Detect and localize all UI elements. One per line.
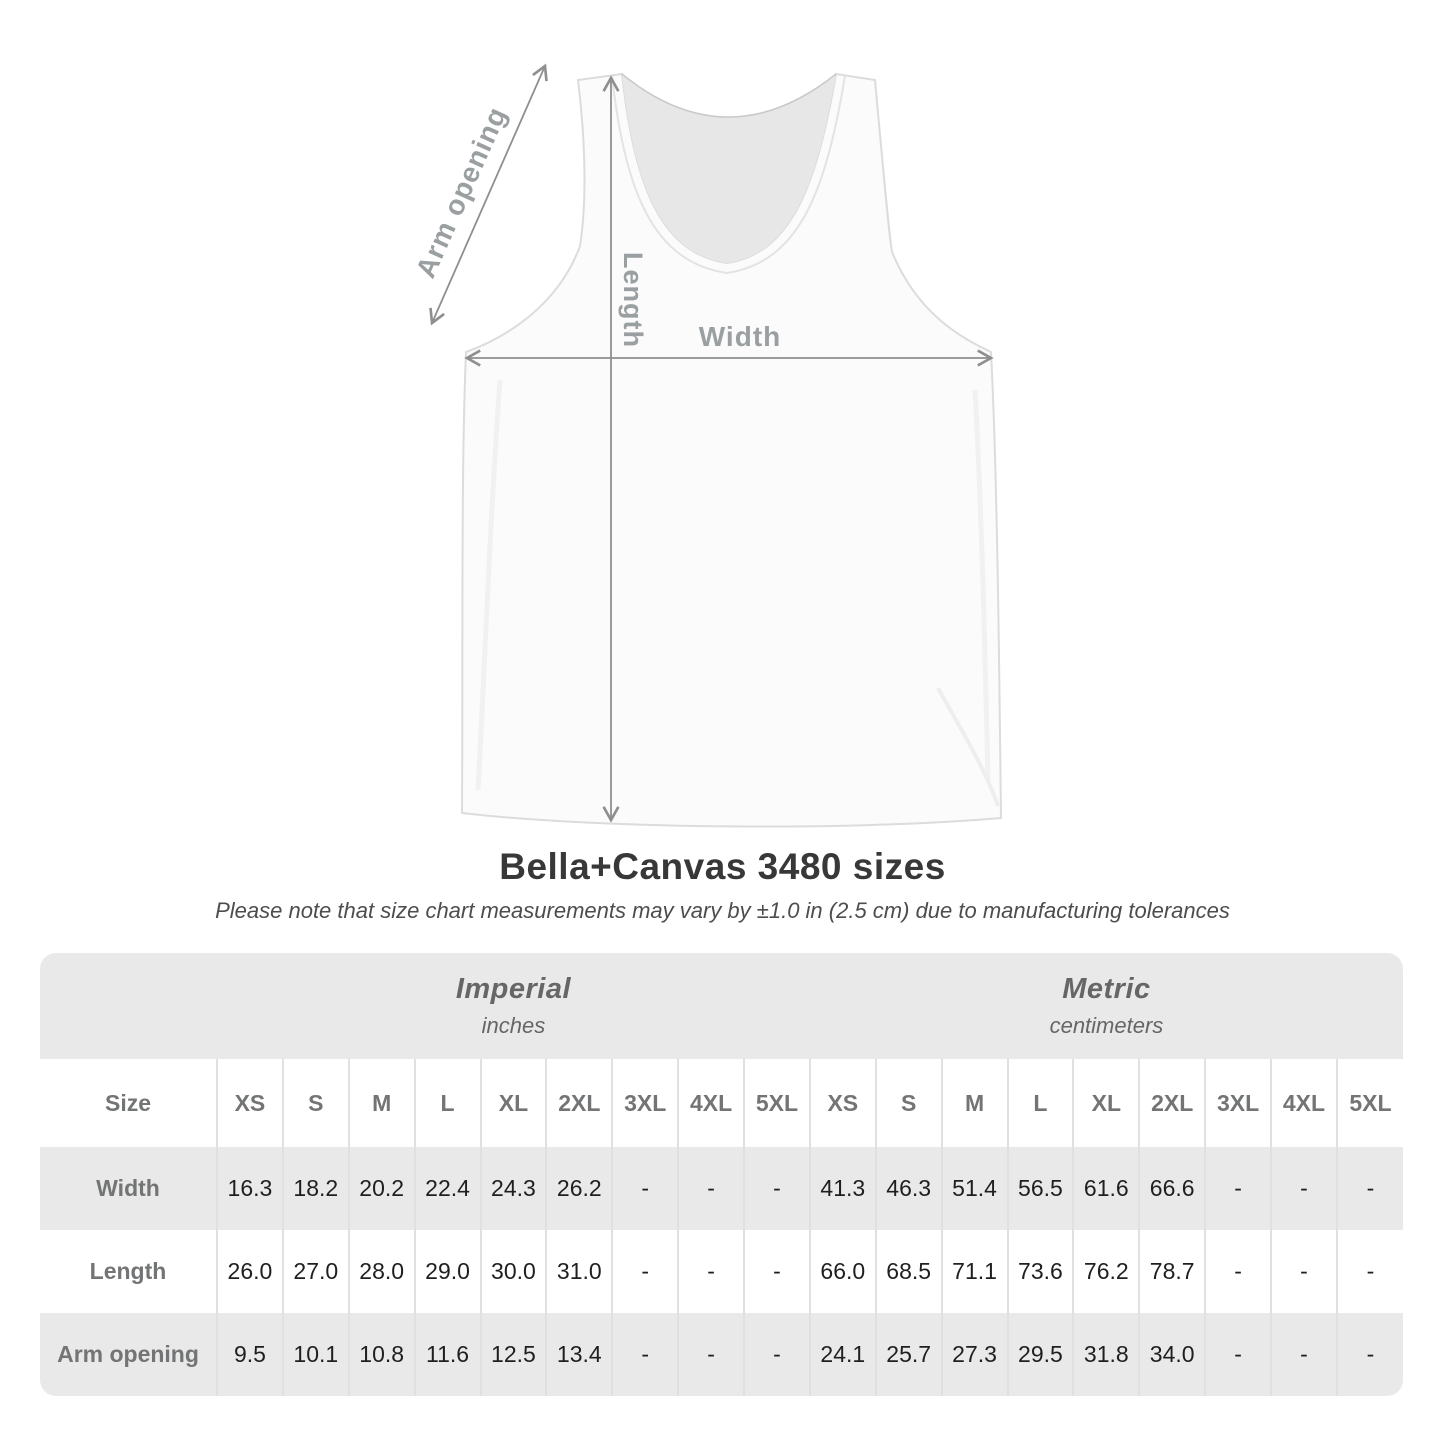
measurement-value-cell: - bbox=[1337, 1313, 1403, 1396]
measurement-value-cell: 46.3 bbox=[876, 1147, 942, 1230]
size-column-header bbox=[1205, 1059, 1271, 1147]
size-column-label: L bbox=[1033, 1089, 1048, 1116]
measurement-value-cell: - bbox=[1337, 1147, 1403, 1230]
unit-group-sublabel: centimeters bbox=[1049, 1013, 1164, 1038]
measurement-value-cell: 73.6 bbox=[1008, 1230, 1074, 1313]
measurement-value-cell: 26.0 bbox=[217, 1230, 283, 1313]
measurement-value-cell: 34.0 bbox=[1139, 1313, 1205, 1396]
size-column-header bbox=[283, 1059, 349, 1147]
size-column-label: 4XL bbox=[1282, 1089, 1326, 1116]
measurement-value-cell: 22.4 bbox=[415, 1147, 481, 1230]
size-column-label: M bbox=[964, 1089, 985, 1116]
measurement-value-cell: 13.4 bbox=[546, 1313, 612, 1396]
measurement-value-cell: - bbox=[1337, 1230, 1403, 1313]
measurement-value-cell: 68.5 bbox=[876, 1230, 942, 1313]
size-column-label: 3XL bbox=[624, 1089, 667, 1116]
measurement-value-cell: 31.8 bbox=[1073, 1313, 1139, 1396]
size-column-header bbox=[876, 1059, 942, 1147]
measurement-value-cell: - bbox=[1271, 1313, 1337, 1396]
measurement-value-cell: 25.7 bbox=[876, 1313, 942, 1396]
group-header-spacer bbox=[40, 953, 217, 1059]
measurement-value-cell: 66.6 bbox=[1139, 1147, 1205, 1230]
size-column-header bbox=[942, 1059, 1008, 1147]
measurement-value-cell: - bbox=[744, 1147, 810, 1230]
imperial-group-header bbox=[217, 953, 810, 1059]
measurement-value-cell: 27.0 bbox=[283, 1230, 349, 1313]
unit-group-label: Metric bbox=[1062, 973, 1151, 1005]
measurement-value-cell: 56.5 bbox=[1008, 1147, 1074, 1230]
measurement-value-cell: 27.3 bbox=[942, 1313, 1008, 1396]
measurement-value-cell: - bbox=[612, 1313, 678, 1396]
size-column-header bbox=[744, 1059, 810, 1147]
measurement-value-cell: - bbox=[678, 1230, 744, 1313]
size-column-header bbox=[1008, 1059, 1074, 1147]
unit-group-header-row bbox=[40, 953, 1403, 1059]
measurement-row-label-cell bbox=[40, 1313, 217, 1396]
measurement-value-cell: 20.2 bbox=[349, 1147, 415, 1230]
measurement-value-cell: 30.0 bbox=[481, 1230, 547, 1313]
measurement-value-cell: 10.8 bbox=[349, 1313, 415, 1396]
measurement-value-cell: - bbox=[1271, 1230, 1337, 1313]
measurement-value-cell: 66.0 bbox=[810, 1230, 876, 1313]
page-title: Bella+Canvas 3480 sizes bbox=[499, 846, 946, 887]
measurement-value-cell: 29.0 bbox=[415, 1230, 481, 1313]
measurement-value-cell: 11.6 bbox=[415, 1313, 481, 1396]
measurement-row-label: Arm opening bbox=[57, 1341, 199, 1367]
length-label: Length bbox=[618, 252, 648, 348]
width-label: Width bbox=[698, 321, 782, 352]
size-column-label: L bbox=[440, 1089, 455, 1116]
measurement-value-cell: 31.0 bbox=[546, 1230, 612, 1313]
measurement-value-cell: 18.2 bbox=[283, 1147, 349, 1230]
measurement-value-cell: 29.5 bbox=[1008, 1313, 1074, 1396]
measurement-value-cell: 78.7 bbox=[1139, 1230, 1205, 1313]
size-column-label: 2XL bbox=[558, 1089, 601, 1116]
measurement-value-cell: 26.2 bbox=[546, 1147, 612, 1230]
tolerance-note: Please note that size chart measurements may vary by ±1.0 in (2.5 cm) due to manufacturing tolerances bbox=[215, 898, 1230, 923]
size-column-label: 3XL bbox=[1216, 1089, 1260, 1116]
size-column-label: 4XL bbox=[689, 1089, 733, 1116]
size-column-header bbox=[1073, 1059, 1139, 1147]
size-column-header bbox=[1271, 1059, 1337, 1147]
measurement-value-cell: 61.6 bbox=[1073, 1147, 1139, 1230]
measurement-row bbox=[40, 1147, 1403, 1230]
size-column-header bbox=[481, 1059, 547, 1147]
size-column-label: S bbox=[901, 1089, 917, 1116]
size-column-header bbox=[1337, 1059, 1403, 1147]
arm-opening-label: Arm opening bbox=[409, 101, 513, 283]
measurement-row-label-cell bbox=[40, 1230, 217, 1313]
size-column-label: 5XL bbox=[755, 1089, 799, 1116]
size-column-header bbox=[415, 1059, 481, 1147]
measurement-value-cell: 9.5 bbox=[217, 1313, 283, 1396]
size-column-header bbox=[810, 1059, 876, 1147]
measurement-row-label-cell bbox=[40, 1147, 217, 1230]
size-column-header bbox=[612, 1059, 678, 1147]
size-header-row bbox=[40, 1059, 1403, 1147]
size-column-label: XL bbox=[498, 1089, 529, 1116]
unit-group-label: Imperial bbox=[455, 973, 572, 1005]
size-column-label: XL bbox=[1091, 1089, 1121, 1116]
measurement-value-cell: 24.1 bbox=[810, 1313, 876, 1396]
unit-group-sublabel: inches bbox=[481, 1013, 546, 1038]
size-table bbox=[40, 953, 1403, 1396]
size-header-label: Size bbox=[104, 1089, 152, 1116]
measurement-value-cell: - bbox=[1205, 1313, 1271, 1396]
size-column-label: XS bbox=[827, 1089, 859, 1116]
size-column-header bbox=[678, 1059, 744, 1147]
measurement-value-cell: 16.3 bbox=[217, 1147, 283, 1230]
measurement-value-cell: - bbox=[612, 1230, 678, 1313]
measurement-value-cell: 41.3 bbox=[810, 1147, 876, 1230]
size-table-grid bbox=[40, 953, 1403, 1396]
size-column-label: 2XL bbox=[1151, 1089, 1194, 1116]
size-header-cell bbox=[40, 1059, 217, 1147]
size-column-header bbox=[217, 1059, 283, 1147]
measurement-value-cell: - bbox=[678, 1147, 744, 1230]
measurement-value-cell: 10.1 bbox=[283, 1313, 349, 1396]
size-column-label: XS bbox=[234, 1089, 266, 1116]
measurement-row-label: Width bbox=[96, 1175, 160, 1201]
metric-group-header bbox=[810, 953, 1403, 1059]
measurement-value-cell: 51.4 bbox=[942, 1147, 1008, 1230]
measurement-value-cell: 76.2 bbox=[1073, 1230, 1139, 1313]
measurement-value-cell: - bbox=[1205, 1147, 1271, 1230]
measurement-value-cell: - bbox=[1205, 1230, 1271, 1313]
measurement-value-cell: - bbox=[678, 1313, 744, 1396]
measurement-value-cell: 71.1 bbox=[942, 1230, 1008, 1313]
tank-top-illustration bbox=[462, 74, 1001, 827]
measurement-value-cell: - bbox=[744, 1313, 810, 1396]
measurement-value-cell: - bbox=[1271, 1147, 1337, 1230]
measurement-value-cell: 24.3 bbox=[481, 1147, 547, 1230]
size-column-label: M bbox=[372, 1089, 392, 1116]
size-column-header bbox=[546, 1059, 612, 1147]
measurement-value-cell: - bbox=[612, 1147, 678, 1230]
size-column-header bbox=[1139, 1059, 1205, 1147]
size-column-label: 5XL bbox=[1349, 1089, 1392, 1116]
measurement-row bbox=[40, 1230, 1403, 1313]
measurement-value-cell: - bbox=[744, 1230, 810, 1313]
measurement-row bbox=[40, 1313, 1403, 1396]
size-column-label: S bbox=[308, 1089, 324, 1116]
measurement-value-cell: 12.5 bbox=[481, 1313, 547, 1396]
measurement-value-cell: 28.0 bbox=[349, 1230, 415, 1313]
measurement-row-label: Length bbox=[89, 1258, 167, 1284]
size-column-header bbox=[349, 1059, 415, 1147]
